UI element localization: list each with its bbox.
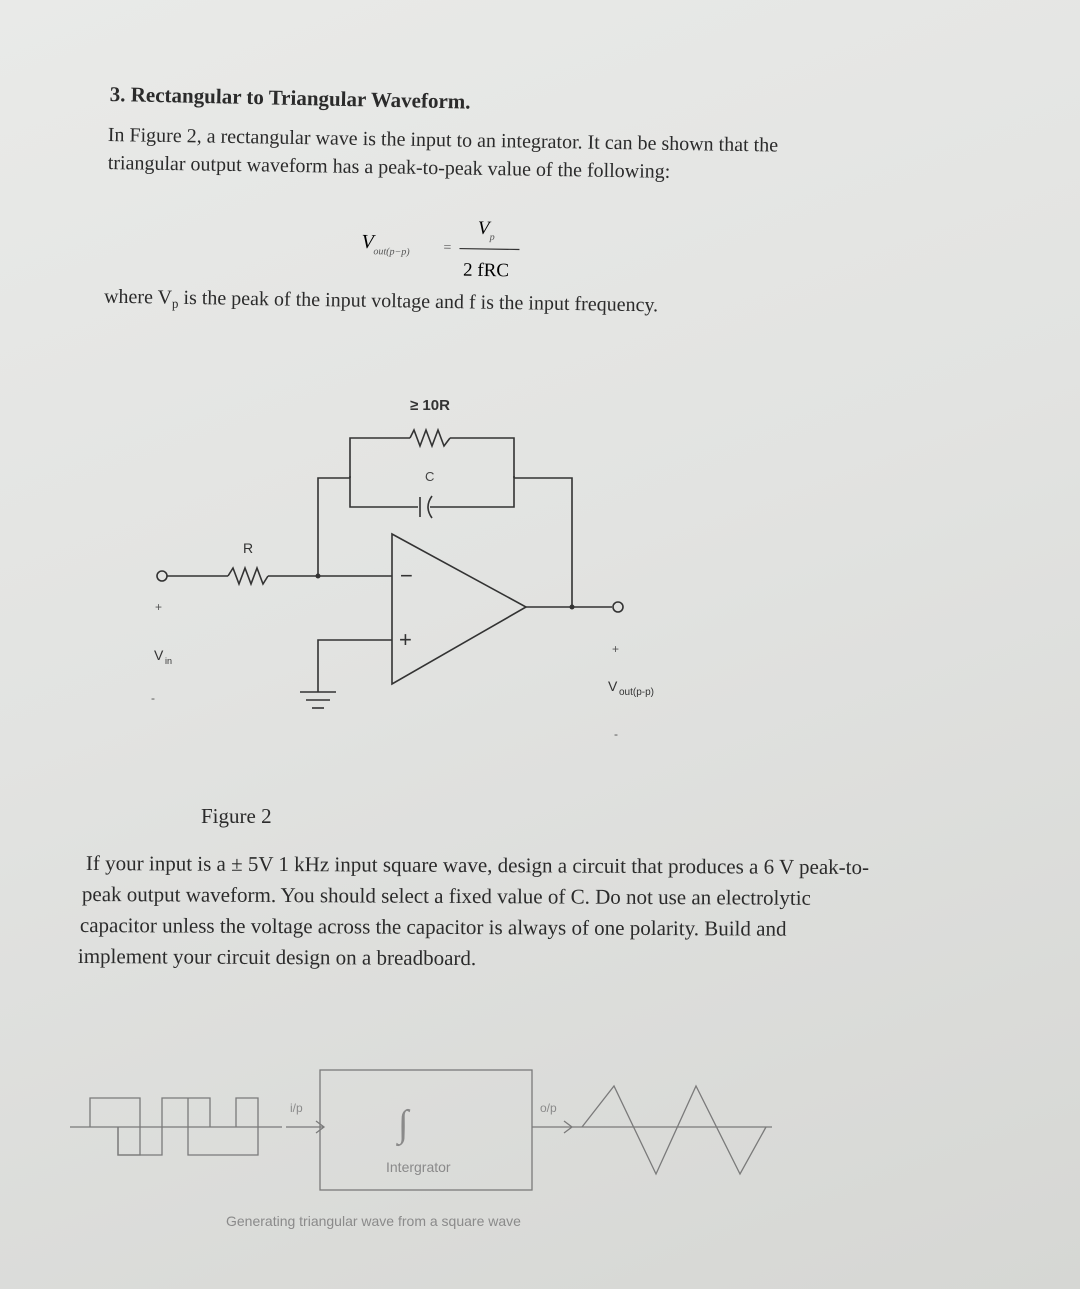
section-heading: 3. Rectangular to Triangular Waveform. — [109, 82, 471, 114]
where-part-1: where V — [103, 285, 173, 309]
formula-equals: = — [443, 240, 452, 256]
vin-terminal — [157, 571, 167, 581]
vin-plus: + — [155, 600, 163, 614]
ground-wire — [318, 640, 392, 692]
task-line-4: implement your circuit design on a breadboard. — [77, 943, 477, 971]
vout-plus: + — [612, 642, 620, 656]
figure-caption: Figure 2 — [201, 804, 272, 828]
feedback-resistor-label: ≥ 10R — [410, 397, 450, 414]
feedback-resistor — [410, 430, 450, 446]
integral-symbol: ∫ — [398, 1103, 409, 1145]
inverting-node-wire — [318, 478, 350, 576]
feedback-wire-left — [350, 438, 410, 478]
intro-line-2: triangular output waveform has a peak-to-peak value of the following: — [107, 151, 671, 183]
block-diagram-caption: Generating triangular wave from a square wave — [226, 1213, 521, 1229]
vin-minus: - — [151, 691, 155, 705]
formula-numerator-v: V — [477, 217, 490, 240]
input-label: i/p — [290, 1101, 303, 1115]
input-resistor-label: R — [243, 540, 254, 556]
formula-numerator-sub: p — [489, 232, 495, 244]
opamp-plus: + — [399, 627, 412, 652]
triangle-wave — [582, 1086, 766, 1174]
cap-wire-left — [350, 476, 418, 507]
output-label: o/p — [540, 1101, 557, 1115]
junction-dot — [316, 574, 321, 579]
formula-lhs-v: V — [361, 231, 374, 254]
vout-sub: out(p-p) — [619, 687, 655, 698]
formula-lhs-sub: out(p−p) — [373, 246, 410, 258]
task-line-1: If your input is a ± 5V 1 kHz input square wave, design a circuit that produces a 6 V peak-to- — [85, 850, 870, 880]
output-feedback-wire — [514, 478, 572, 607]
vout-minus: - — [614, 727, 618, 741]
opamp-minus: − — [400, 563, 413, 588]
integrator-block-diagram — [0, 1050, 1080, 1250]
input-resistor — [228, 568, 268, 584]
capacitor-label: C — [425, 469, 435, 484]
block-label: Intergrator — [386, 1159, 451, 1175]
formula-denominator: 2 fRC — [462, 259, 510, 282]
feedback-wire-right — [450, 438, 514, 478]
task-line-3: capacitor unless the voltage across the capacitor is always of one polarity. Build and — [79, 912, 787, 941]
where-sub: p — [171, 295, 179, 311]
task-line-2: peak output waveform. You should select a fixed value of C. Do not use an electrolytic — [81, 881, 811, 910]
vin-sub: in — [165, 656, 173, 666]
where-part-2: is the peak of the input voltage and f is the input frequency. — [178, 286, 659, 317]
cap-wire-right — [430, 476, 514, 507]
vout-label: V — [608, 678, 618, 694]
vin-label: V — [154, 647, 164, 663]
opamp-triangle — [392, 534, 526, 684]
intro-line-1: In Figure 2, a rectangular wave is the input to an integrator. It can be shown that the — [107, 123, 779, 157]
vout-terminal — [613, 602, 623, 612]
output-junction-dot — [570, 605, 575, 610]
